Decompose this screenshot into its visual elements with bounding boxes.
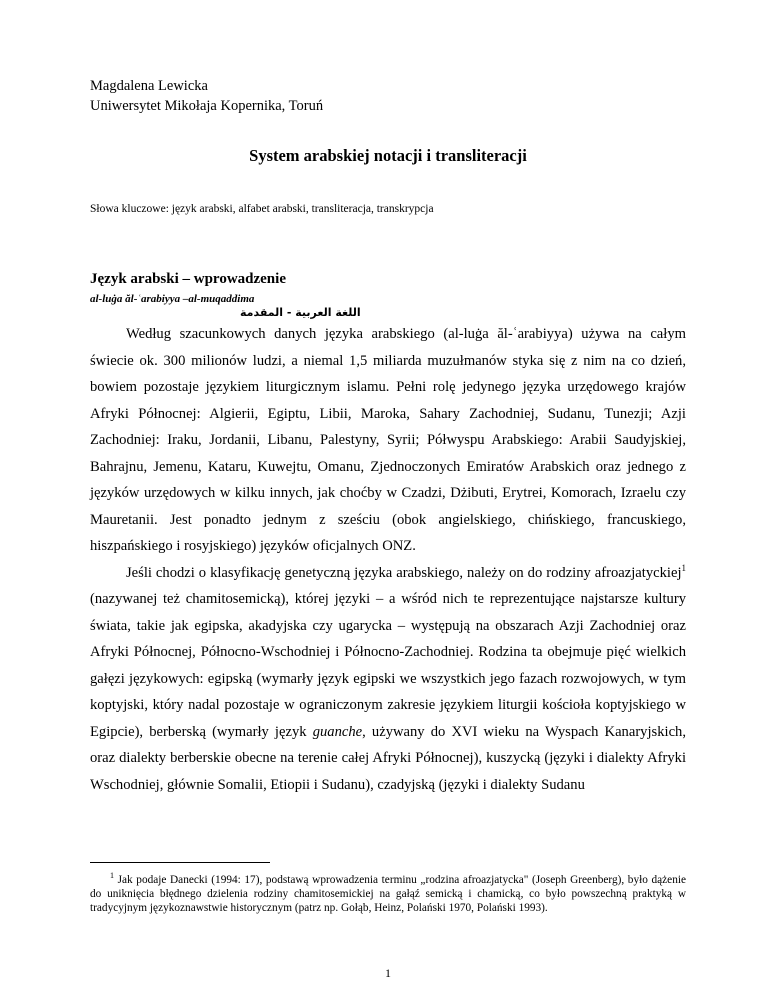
- section-transliteration: al-luġa ăl-ʿarabiyya –al-muqaddima: [90, 293, 255, 305]
- keywords-line: Słowa kluczowe: język arabski, alfabet arabski, transliteracja, transkrypcja: [90, 203, 434, 215]
- italic-term-guanche: guanche: [312, 723, 363, 740]
- footnote-reference[interactable]: 1: [681, 562, 686, 573]
- author-affiliation: Uniwersytet Mikołaja Kopernika, Toruń: [90, 98, 324, 114]
- body-text: [90, 321, 686, 798]
- paragraph-2-end: , używany do XVI wieku na Wyspach Kanaryjskich, oraz dialekty berberskie obecne na terenie całej Afryki Północnej), kuszycką (języki i dialekty Afryki Wschodniej, głównie Somalii, Etiopii i Sudanu), czadyjską (języki i dialekty Sudanu: [90, 723, 686, 793]
- paragraph-2: [90, 560, 686, 799]
- paragraph-1: Według szacunkowych danych języka arabskiego (al-luġa ăl-ʿarabiyya) używa na całym świecie ok. 300 milionów ludzi, a niemal 1,5 miliarda muzułmanów styka się z nim na co dzień, bowiem pozostaje językiem liturgicznym islamu. Pełni rolę jedynego języka urzędowego krajów Afryki Północnej: Algierii, Egiptu, Libii, Maroka, Sahary Zachodniej, Sudanu, Tunezji; Azji Zachodniej: Iraku, Jordanii, Libanu, Palestyny, Syrii; Półwyspu Arabskiego: Arabii Saudyjskiej, Bahrajnu, Jemenu, Kataru, Kuwejtu, Omanu, Zjednoczonych Emiratów Arabskich oraz jednego z języków urzędowych w kilku innych, jak choćby w Czadzi, Dżibuti, Erytrei, Komorach, Izraelu czy Mauretanii. Jest ponadto jednym z sześciu (obok angielskiego, chińskiego, francuskiego, hiszpańskiego i rosyjskiego) języków oficjalnych ONZ.: [90, 326, 686, 554]
- footnote-text: Jak podaje Danecki (1994: 17), podstawą wprowadzenia terminu „rodzina afroazjatycka" (Joseph Greenberg), było dążenie do uniknięcia błędnego dzielenia rodziny chamitosemickiej na gałąź semicką i chamicką, co było powszechną praktyką w tradycyjnym językoznawstwie historycznym (patrz np. Gołąb, Heinz, Polański 1970, Polański 1993).: [90, 873, 686, 914]
- footnote-divider: [90, 862, 270, 863]
- section-arabic-title: اللغة العربية - المقدمة: [240, 306, 361, 319]
- author-block: [90, 76, 323, 116]
- paragraph-2-middle: (nazywanej też chamitosemicką), której języki – a wśród nich te reprezentujące najstarsze kultury świata, takie jak egipska, akadyjska czy ugarycka – występują na obszarach Azji Zachodniej oraz Afryki Północnej, Północno-Wschodniej i Północno-Zachodniej. Rodzina ta obejmuje pięć wielkich gałęzi językowych: egipską (wymarły język egipski we wszystkich jego fazach rozwojowych, w tym koptyjski, który nadal pozostaje w ograniczonym zakresie językiem liturgii kościoła koptyjskiego w Egipcie), berberską (wymarły język: [90, 591, 686, 740]
- paper-title: System arabskiej notacji i transliteracji: [249, 146, 527, 165]
- page-number: 1: [385, 966, 391, 980]
- footnote: [90, 869, 686, 915]
- footnote-mark: 1: [110, 871, 114, 880]
- author-name: Magdalena Lewicka: [90, 78, 208, 94]
- section-heading: Język arabski – wprowadzenie: [90, 271, 286, 287]
- paragraph-2-start: Jeśli chodzi o klasyfikację genetyczną języka arabskiego, należy on do rodziny afroazjatyckiej: [126, 564, 682, 581]
